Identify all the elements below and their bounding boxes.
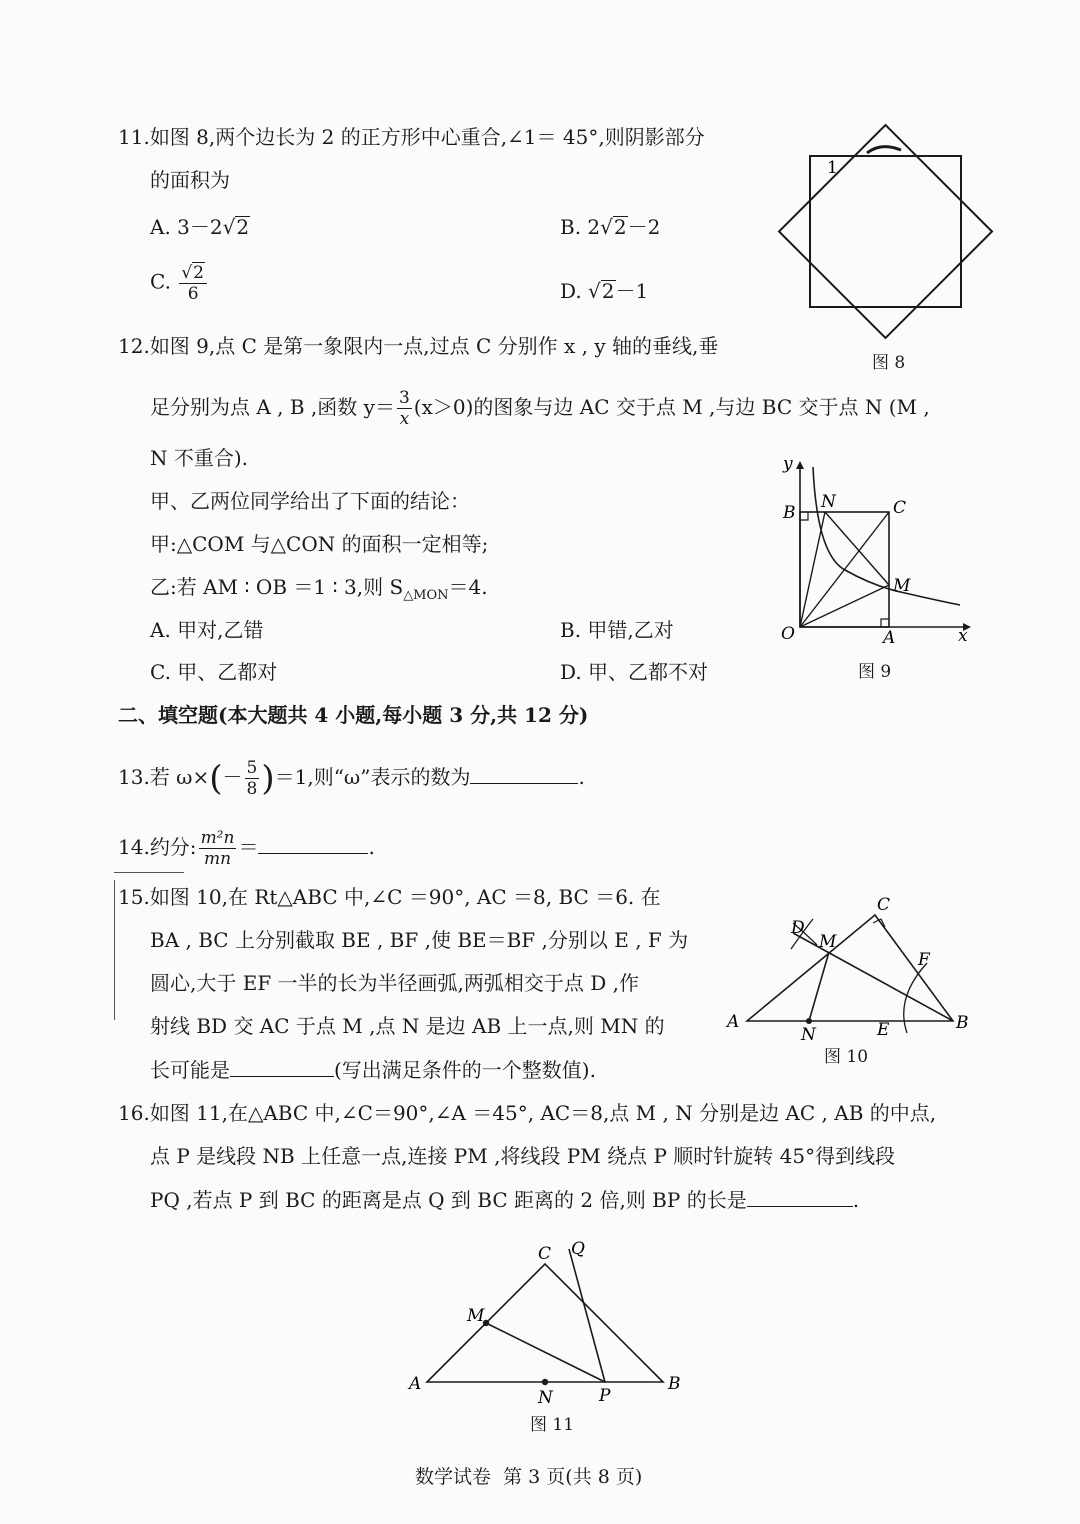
q11-option-d[interactable]: D. √2－1 (560, 279, 649, 303)
fig9-caption: 图 9 (858, 662, 892, 682)
figure-10 (725, 893, 975, 1063)
fig10-arc-EF (904, 963, 927, 1033)
q11-option-b[interactable]: B. 2√2－2 (560, 215, 661, 239)
q11-option-a[interactable]: A. 3－2√2 (150, 215, 250, 239)
fig9-hyperbola (813, 467, 960, 605)
q13: 13.若 ω×(－ $\frac{5}{8}$ )＝1,则“ω”表示的数为 . (118, 758, 585, 799)
q12-option-b[interactable]: B. 甲错,乙对 (560, 618, 674, 642)
fig10-label-C: C (877, 895, 891, 915)
fig10-ray-BD (793, 933, 953, 1021)
q16-line1: 16.如图 11,在△ABC 中,∠C＝90°,∠A ＝45°, AC＝8,点 M , N 分别是边 AC , AB 的中点, (118, 1101, 937, 1125)
fig11-triangle-ABC (427, 1264, 663, 1382)
figure-11 (405, 1237, 695, 1412)
fig11-segment-PQ (569, 1249, 605, 1382)
q15-margin-line (114, 880, 115, 1020)
fig9-y-arrow (796, 461, 804, 469)
fig11-segment-MP (486, 1323, 605, 1382)
fig11-label-C: C (538, 1244, 552, 1264)
fig11-caption: 图 11 (530, 1415, 575, 1435)
q16-line3: PQ ,若点 P 到 BC 的距离是点 Q 到 BC 距离的 2 倍,则 BP 的长是 . (150, 1188, 860, 1212)
q12-line6: 乙:若 AM ∶ OB ＝1 ∶ 3,则 $S_{\triangle MON}=4$. (150, 575, 488, 603)
q14: 14.约分: $\frac{\text{m²n}}{mn}$ ＝ . (118, 828, 375, 869)
fig11-label-Q: Q (571, 1239, 585, 1259)
fig10-label-N: N (801, 1025, 816, 1045)
q16-answer-blank[interactable] (747, 1186, 853, 1207)
fig10-label-M: M (819, 932, 837, 952)
q15-line5: 长可能是 (写出满足条件的一个整数值). (150, 1058, 596, 1082)
footer (415, 1462, 642, 1489)
fig8-angle-label: 1 (827, 158, 838, 178)
figure-9 (775, 455, 980, 650)
footer-page: 第 3 页(共 8 页) (503, 1466, 643, 1488)
q12-option-a[interactable]: A. 甲对,乙错 (150, 618, 264, 642)
fig9-label-B: B (783, 503, 796, 523)
q15-line2: BA , BC 上分别截取 BE , BF ,使 BE＝BF ,分别以 E , F 为 (150, 928, 689, 952)
fig10-label-E: E (877, 1020, 890, 1040)
fig9-label-M: M (893, 576, 911, 596)
fig8-shaded-mark (867, 147, 901, 153)
q12-line1: 12.如图 9,点 C 是第一象限内一点,过点 C 分别作 x , y 轴的垂线,垂 (118, 334, 719, 358)
q14-answer-blank[interactable] (258, 833, 368, 854)
fig9-label-x: x (958, 626, 968, 646)
q12-option-c[interactable]: C. 甲、乙都对 (150, 660, 278, 684)
fig10-label-B: B (956, 1013, 969, 1033)
q15-answer-blank[interactable] (230, 1056, 334, 1077)
fig9-label-C: C (893, 498, 907, 518)
footer-subject: 数学试卷 (415, 1466, 492, 1488)
section-2-heading: 二、填空题(本大题共 4 小题,每小题 3 分,共 12 分) (118, 703, 589, 727)
fig9-label-A: A (883, 628, 896, 648)
fig9-segment-NM (825, 512, 889, 585)
q11-option-c[interactable]: C. $\frac{√2}{6}$ (150, 262, 209, 304)
q16-line2: 点 P 是线段 NB 上任意一点,连接 PM ,将线段 PM 绕点 P 顺时针旋转 45°得到线段 (150, 1144, 896, 1168)
fig11-label-M: M (467, 1306, 485, 1326)
fig11-label-B: B (668, 1374, 681, 1394)
fig10-label-A: A (727, 1012, 740, 1032)
fig11-label-N: N (538, 1388, 553, 1408)
fig9-label-N: N (821, 492, 836, 512)
fig8-caption: 图 8 (872, 353, 906, 373)
q13-answer-blank[interactable] (470, 763, 578, 784)
q15-line1: 15.如图 10,在 Rt△ABC 中,∠C ＝90°, AC ＝8, BC ＝6. 在 (118, 885, 661, 909)
fig11-point-N (542, 1379, 548, 1385)
q12-option-d[interactable]: D. 甲、乙都不对 (560, 660, 709, 684)
fig9-segment-OM (800, 585, 889, 627)
fig9-label-y: y (783, 454, 793, 474)
fig9-label-O: O (781, 624, 795, 644)
fig10-caption: 图 10 (824, 1047, 869, 1067)
fig9-right-angle-B (800, 512, 808, 520)
q12-line2: 足分别为点 A , B ,函数 y＝ $\frac{3}{x}$ (x＞0)的图象与边 AC 交于点 M ,与边 BC 交于点 N (M , (150, 388, 930, 429)
fig10-point-N (806, 1018, 812, 1024)
q15-margin-mark (114, 872, 184, 873)
figure-8 (775, 120, 1000, 350)
fig10-label-D: D (791, 918, 805, 938)
q15-line4: 射线 BD 交 AC 于点 M ,点 N 是边 AB 上一点,则 MN 的 (150, 1014, 665, 1038)
fig11-label-P: P (599, 1386, 611, 1406)
q15-line3: 圆心,大于 EF 一半的长为半径画弧,两弧相交于点 D ,作 (150, 971, 640, 995)
fig10-label-F: F (918, 950, 930, 970)
q12-line5: 甲:△COM 与△CON 的面积一定相等; (150, 532, 489, 556)
q11-line2: 的面积为 (150, 168, 230, 192)
q11-line1: 11.如图 8,两个边长为 2 的正方形中心重合,∠1＝ 45°,则阴影部分 (118, 125, 705, 149)
fig11-label-A: A (409, 1374, 422, 1394)
q12-line4: 甲、乙两位同学给出了下面的结论： (150, 489, 470, 513)
q12-line3: N 不重合). (150, 446, 249, 470)
fig9-right-angle-A (881, 619, 889, 627)
